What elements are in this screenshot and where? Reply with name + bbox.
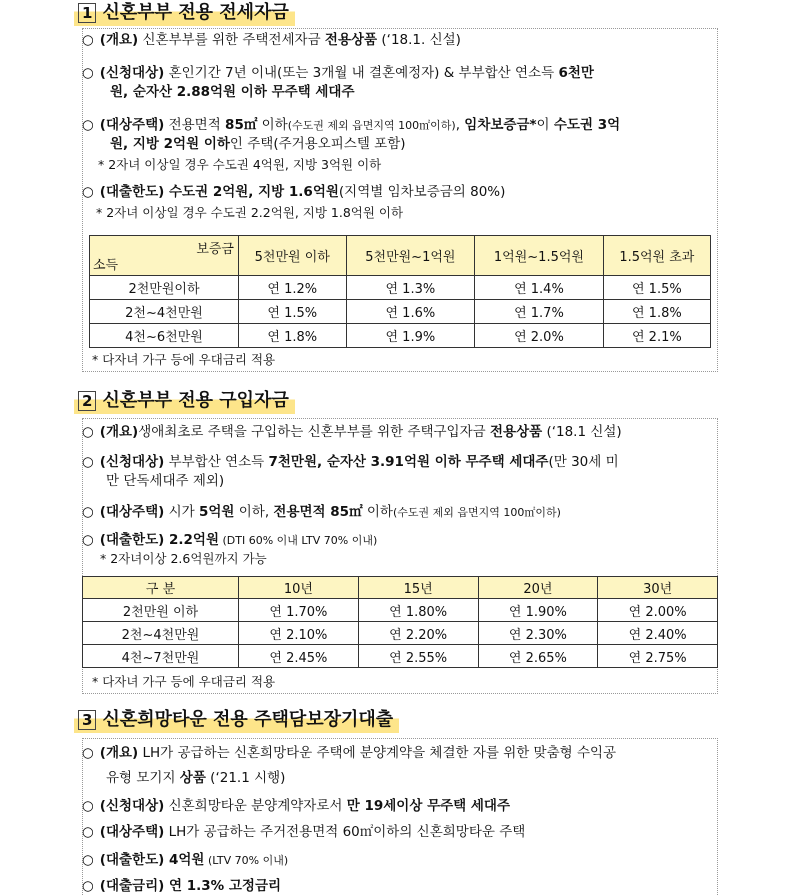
s1-col-header: 1억원~1.5억원 [475,236,603,276]
bullet-icon: ○ [82,65,94,81]
section-2-title-text: 신혼부부 전용 구입자금 [102,390,289,411]
bullet-icon: ○ [82,798,94,814]
section-1-title-text: 신혼부부 전용 전세자금 [102,2,289,23]
s2-col-header: 20년 [478,577,598,599]
bullet-icon: ○ [82,32,94,48]
section-3-title-text: 신혼희망타운 전용 주택담보장기대출 [102,709,394,730]
s3-housing-line: ○ (대상주택) LH가 공급하는 주거전용면적 60㎡이하의 신혼희망타운 주택 [82,824,526,840]
s3-limit-line: ○ (대출한도) 4억원 (LTV 70% 이내) [82,852,289,868]
bullet-icon: ○ [82,824,94,840]
s3-rate-line: ○ (대출금리) 연 1.3% 고정금리 [82,878,282,894]
table-row: 2천~4천만원 연 1.5% 연 1.6% 연 1.7% 연 1.8% [90,300,711,324]
bullet-icon: ○ [82,424,94,440]
s2-col-header: 30년 [598,577,718,599]
s1-col-header: 5천만원~1억원 [346,236,475,276]
s2-overview-line: ○ (개요)생애최초로 주택을 구입하는 신혼부부를 위한 주택구입자금 전용상품 (‘18.1 신설) [82,424,622,440]
s2-limit-note: * 2자녀이상 2.6억원까지 가능 [100,551,267,566]
s1-limit-line: ○ (대출한도) 수도권 2억원, 지방 1.6억원(지역별 임차보증금의 80%) [82,184,506,200]
table-row: 2천~4천만원 연 2.10% 연 2.20% 연 2.30% 연 2.40% [83,622,718,645]
s2-rate-table [82,576,718,668]
section-1-title [74,0,295,26]
bullet-icon: ○ [82,852,94,868]
bullet-icon: ○ [82,454,94,470]
table-row: 2천만원 이하 연 1.70% 연 1.80% 연 1.90% 연 2.00% [83,599,718,622]
s1-housing-line: ○ (대상주택) 전용면적 85㎡ 이하(수도권 제외 읍면지역 100㎡이하), 임차보증금*이 수도권 3억 [82,117,621,133]
section-3-number: 3 [78,710,96,730]
section-2-number: 2 [78,391,96,411]
section-1-number: 1 [78,3,96,23]
s2-col-header: 구 분 [83,577,239,599]
s3-overview-line: ○ (개요) LH가 공급하는 신혼희망타운 주택에 분양계약을 체결한 자를 위한 맞춤형 수익공 [82,745,617,761]
s2-col-header: 15년 [358,577,478,599]
s1-housing-line-2: 원, 지방 2억원 이하인 주택(주거용오피스텔 포함) [110,136,406,152]
table-row: 4천~7천만원 연 2.45% 연 2.55% 연 2.65% 연 2.75% [83,645,718,668]
s1-table-corner: 보증금 소득 [90,236,239,276]
s1-col-header: 5천만원 이하 [239,236,347,276]
s2-limit-line: ○ (대출한도) 2.2억원 (DTI 60% 이내 LTV 70% 이내) [82,532,378,548]
table-row: 2천만원이하 연 1.2% 연 1.3% 연 1.4% 연 1.5% [90,276,711,300]
s2-col-header: 10년 [239,577,359,599]
s1-eligibility-line: ○ (신청대상) 혼인기간 7년 이내(또는 3개월 내 결혼예정자) & 부부합산 연소득 6천만 [82,65,594,81]
s2-eligibility-line-2: 만 단독세대주 제외) [106,473,225,489]
s1-rate-table [89,235,711,348]
s2-eligibility-line: ○ (신청대상) 부부합산 연소득 7천만원, 순자산 3.91억원 이하 무주택 세대주(만 30세 미 [82,454,619,470]
bullet-icon: ○ [82,878,94,894]
s3-eligibility-line: ○ (신청대상) 신혼희망타운 분양계약자로서 만 19세이상 무주택 세대주 [82,798,511,814]
bullet-icon: ○ [82,504,94,520]
table-row: 4천~6천만원 연 1.8% 연 1.9% 연 2.0% 연 2.1% [90,324,711,348]
s2-housing-line: ○ (대상주택) 시가 5억원 이하, 전용면적 85㎡ 이하(수도권 제외 읍면지역 100㎡이하) [82,504,561,520]
bullet-icon: ○ [82,532,94,548]
section-2-title [74,388,295,414]
bullet-icon: ○ [82,184,94,200]
s1-overview-line: ○ (개요) 신혼부부를 위한 주택전세자금 전용상품 (‘18.1. 신설) [82,32,461,48]
s1-limit-note: * 2자녀 이상일 경우 수도권 2.2억원, 지방 1.8억원 이하 [96,205,404,220]
s1-footnote: * 다자녀 가구 등에 우대금리 적용 [92,352,276,367]
s1-col-header: 1.5억원 초과 [603,236,710,276]
bullet-icon: ○ [82,117,94,133]
s1-housing-note: * 2자녀 이상일 경우 수도권 4억원, 지방 3억원 이하 [98,157,382,172]
s3-overview-line-2: 유형 모기지 상품 (‘21.1 시행) [106,770,286,786]
bullet-icon: ○ [82,745,94,761]
s2-footnote: * 다자녀 가구 등에 우대금리 적용 [92,674,276,689]
section-3-title [74,707,399,733]
s1-eligibility-line-2: 원, 순자산 2.88억원 이하 무주택 세대주 [110,84,355,100]
